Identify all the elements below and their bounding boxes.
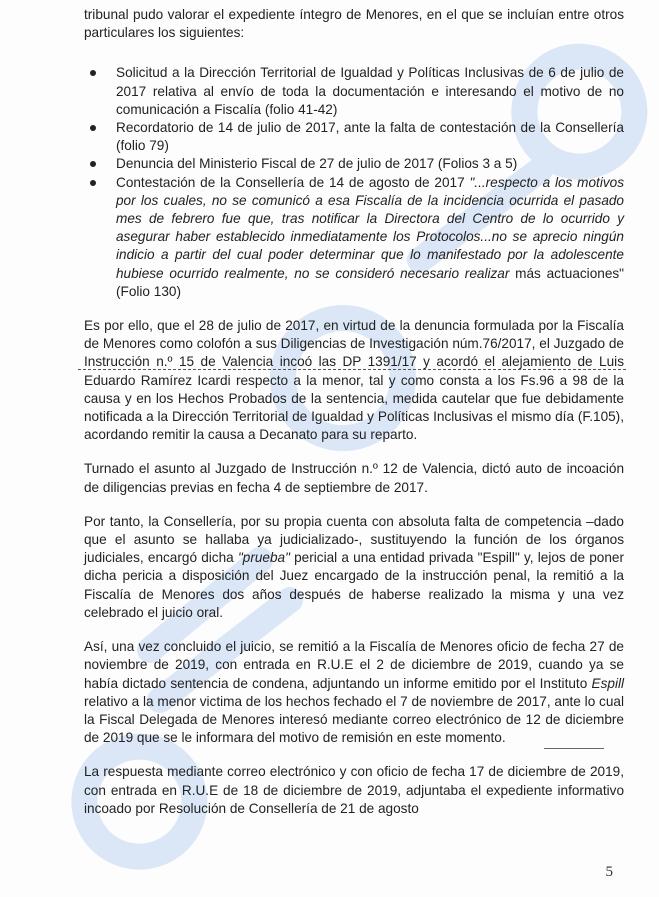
quote-text: "...respecto a los motivos por los cuales, no se comunicó a esa Fiscalía de la incidencia ocurrida el pasado mes de febrero fue que, tras notificar la Directora del Centro de lo ocurrido y asegurar haber establecido inmediatamente los Protocolos...no se aprecio ningún indicio a partir del cual poder determinar que lo manifestado por la adolescente hubiese ocurrido realmente, no se consideró necesario realizar bbox=[116, 174, 624, 281]
bullet-icon bbox=[90, 125, 96, 131]
paragraph-text: relativo a la menor victima de los hechos fechado el 7 de noviembre de 2017, ante lo cual la Fiscal Delegada de Menores interesó mediante correo electrónico de 12 de diciembre de 2019 que se le informara del motivo de remisión en este momento. bbox=[84, 693, 624, 746]
paragraph-text: Por tanto, la Consellería, por su propia cuenta con absoluta falta de competencia –dado que el asunto se hallaba ya judicializado-, sustituyendo la función de los órganos judiciales, encargó dicha bbox=[84, 513, 624, 566]
list-item-text: Recordatorio de 14 de julio de 2017, ante la falta de contestación de la Consellería (folio 79) bbox=[116, 120, 624, 154]
page-number: 5 bbox=[605, 864, 613, 880]
list-item-text: Denuncia del Ministerio Fiscal de 27 de julio de 2017 (Folios 3 a 5) bbox=[116, 156, 518, 172]
bullet-icon bbox=[90, 180, 96, 186]
paragraph-decanato: Es por ello, que el 28 de julio de 2017, en virtud de la denuncia formulada por la Fiscalía de Menores como colofón a sus Diligencias de Investigación núm.76/2017, el Juzgado de Instrucción n.º 15 de Valencia incoó las DP 1391/17 y acordó el alejamiento de Luis Eduardo Ramírez Icardi respecto a la menor, tal y como consta a los Fs.96 a 98 de la causa y en los Hechos Probados de la sentencia, medida cautelar que fue debidamente notificada a la Dirección Territorial de Igualdad y Políticas Inclusivas el mismo día (F.105), acordando remitir la causa a Decanato para su reparto. bbox=[84, 318, 624, 443]
bullet-icon bbox=[90, 161, 96, 167]
bullet-list bbox=[84, 64, 624, 301]
paragraph-text: Así, una vez concluido el juicio, se remitió a la Fiscalía de Menores oficio de fecha 27 de noviembre de 2019, con entrada en R.U.E el 2 de diciembre de 2019, cuando ya se había dictado sentencia de condena, adjuntando un informe emitido por el Instituto bbox=[84, 639, 624, 691]
list-item bbox=[84, 174, 624, 301]
bullet-icon bbox=[90, 70, 96, 76]
list-item-text: Solicitud a la Dirección Territorial de Igualdad y Políticas Inclusivas de 6 de julio de 2017 relativa al envío de toda la documentación e interesando el motivo de no comunicación a Fiscalía (folio 41-42) bbox=[116, 65, 624, 117]
list-item-suffix: más actuaciones" (Folio 130) bbox=[116, 265, 624, 299]
list-item bbox=[84, 155, 624, 173]
scan-line-artifact bbox=[78, 369, 626, 370]
list-item-text: Contestación de la Consellería de 14 de agosto de 2017 bbox=[116, 174, 470, 190]
paragraph-text: pericial a una entidad privada "Espill" y, lejos de poner dicha pericia a disposición del Juez encargado de la instrucción penal, la remitió a la Fiscalía de Menores dos años después de haberse realizado la misma y una vez celebrado el juicio oral. bbox=[84, 550, 624, 620]
list-item bbox=[84, 64, 624, 119]
paragraph-turnado: Turnado el asunto al Juzgado de Instrucción n.º 12 de Valencia, dictó auto de incoación de diligencias previas en fecha 4 de septiembre de 2017. bbox=[84, 461, 624, 495]
paragraph-respuesta: La respuesta mediante correo electrónico y con oficio de fecha 17 de diciembre de 2019, con entrada en R.U.E de 18 de diciembre de 2019, adjuntaba el expediente informativo incoado por Resolución de Consellería de 21 de agosto bbox=[84, 764, 624, 816]
list-item bbox=[84, 119, 624, 155]
document-body bbox=[84, 6, 624, 834]
italic-word: Espill bbox=[591, 675, 624, 691]
paragraph-espill bbox=[84, 638, 624, 747]
intro-paragraph: tribunal pudo valorar el expediente íntegro de Menores, en el que se incluían entre otros particulares los siguientes: bbox=[84, 7, 624, 41]
scan-line-artifact bbox=[544, 748, 604, 749]
italic-word: "prueba" bbox=[237, 550, 290, 566]
paragraph-conselleria bbox=[84, 513, 624, 622]
